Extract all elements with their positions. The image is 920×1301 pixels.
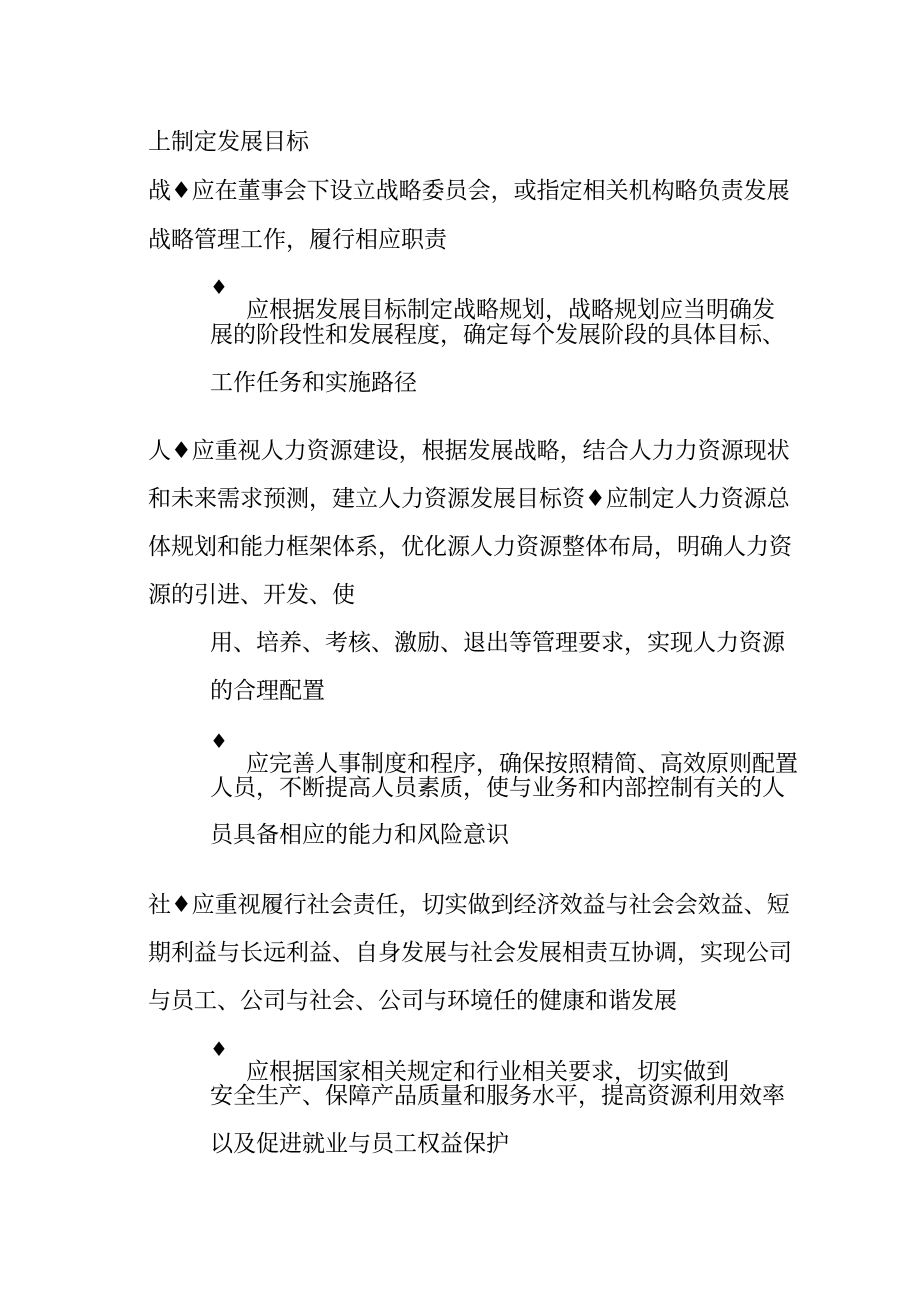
text-line: 体规划和能力框架体系，优化源人力资源整体布局，明确人力资: [148, 534, 792, 560]
text-line: 应根据发展目标制定战略规划，战略规划应当明确发: [246, 297, 775, 323]
text-line: 人员，不断提高人员素质，使与业务和内部控制有关的人: [210, 775, 785, 801]
diamond-bullet-icon: ♦: [210, 1037, 228, 1061]
text-line: 工作任务和实施路径: [210, 370, 417, 396]
text-line: 社♦应重视履行社会责任，切实做到经济效益与社会会效益、短: [148, 892, 790, 918]
text-line: 战♦应在董事会下设立战略委员会，或指定相关机构略负责发展: [148, 178, 790, 204]
text-line: 的合理配置: [210, 678, 325, 704]
text-line: 员具备相应的能力和风险意识: [210, 822, 509, 848]
text-line: 和未来需求预测，建立人力资源发展目标资♦应制定人力资源总: [148, 486, 790, 512]
diamond-bullet-icon: ♦: [210, 275, 228, 299]
text-line: 安全生产、保障产品质量和服务水平，提高资源利用效率: [210, 1083, 785, 1109]
text-line: 与员工、公司与社会、公司与环境任的健康和谐发展: [148, 988, 677, 1014]
text-line: 战略管理工作，履行相应职责: [148, 227, 447, 253]
text-line: 用、培养、考核、激励、退出等管理要求，实现人力资源: [210, 630, 785, 656]
text-line: 应完善人事制度和程序，确保按照精简、高效原则配置: [246, 751, 798, 777]
text-line: 期利益与长远利益、自身发展与社会发展相责互协调，实现公司: [148, 940, 792, 966]
text-line: 应根据国家相关规定和行业相关要求，切实做到: [246, 1059, 729, 1085]
text-line: 以及促进就业与员工权益保护: [210, 1131, 509, 1157]
text-line: 上制定发展目标: [148, 129, 309, 155]
text-line: 展的阶段性和发展程度，确定每个发展阶段的具体目标、: [210, 322, 785, 348]
text-line: 源的引进、开发、使: [148, 582, 355, 608]
text-line: 人♦应重视人力资源建设，根据发展战略，结合人力力资源现状: [148, 438, 790, 464]
diamond-bullet-icon: ♦: [210, 729, 228, 753]
